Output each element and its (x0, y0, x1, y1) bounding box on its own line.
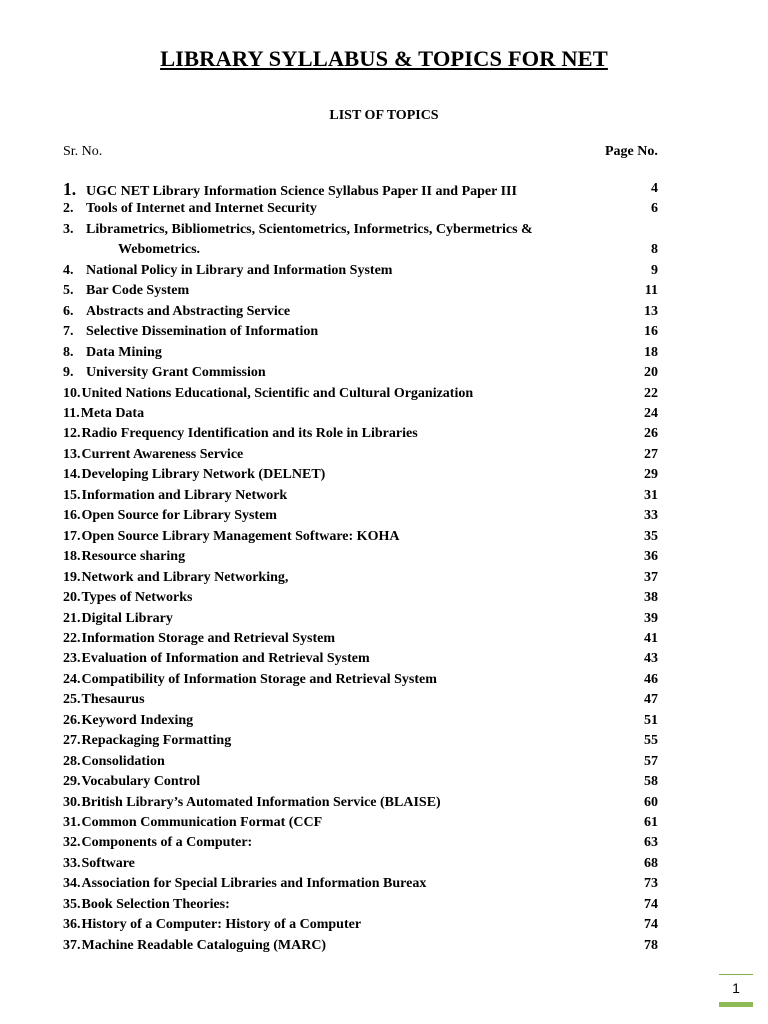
document-title: LIBRARY SYLLABUS & TOPICS FOR NET (160, 46, 608, 71)
toc-entry-number: 14. (63, 467, 81, 483)
toc-entry-page: 33 (644, 508, 658, 524)
toc-entry-title: Vocabulary Control (81, 774, 201, 789)
toc-entry (63, 936, 668, 956)
toc-entry (63, 424, 668, 444)
toc-entry-page: 24 (644, 405, 658, 421)
toc-entry (63, 711, 668, 731)
toc-entry (63, 772, 668, 792)
toc-entry-page: 57 (644, 753, 658, 769)
toc-entry-title: Open Source for Library System (81, 508, 277, 524)
toc-entry-page: 36 (644, 549, 658, 565)
toc-entry-number: 32. (63, 835, 81, 851)
toc-entry-title: Components of a Computer: (81, 835, 253, 851)
toc-entry-title: United Nations Educational, Scientific and Cultural Organization (81, 385, 474, 401)
toc-entry-page: 51 (644, 712, 658, 728)
toc-entry-title: Evaluation of Information and Retrieval System (81, 651, 370, 667)
toc-entry (63, 220, 668, 240)
toc-entry (63, 384, 668, 404)
toc-entry-page: 6 (651, 201, 658, 217)
toc-entry (63, 895, 668, 915)
toc-entry-number: 13. (63, 446, 81, 462)
toc-entry-title: Types of Networks (81, 590, 193, 605)
toc-entry-page: 26 (644, 426, 658, 442)
toc-entry-number: 30. (63, 794, 81, 810)
toc-entry (63, 343, 668, 363)
toc-entry (63, 547, 668, 567)
toc-entry-page: 11 (644, 283, 658, 299)
toc-entry (63, 363, 668, 383)
toc-entry-title: Tools of Internet and Internet Security (86, 201, 317, 217)
toc-entry-title: Current Awareness Service (81, 446, 244, 462)
toc-entry-page: 13 (644, 303, 658, 319)
toc-entry-number: 22. (63, 630, 81, 646)
toc-entry-title: Network and Library Networking, (81, 569, 289, 585)
toc-entry-number: 8. (63, 344, 74, 360)
list-subtitle: LIST OF TOPICS (329, 108, 439, 123)
toc-entry-title: Data Mining (86, 344, 162, 360)
toc-entry (63, 793, 668, 813)
toc-entry (63, 261, 668, 281)
toc-entry (63, 486, 668, 506)
toc-entry-number: 36. (63, 917, 81, 933)
toc-entry-number: 18. (63, 549, 81, 565)
toc-entry-title: University Grant Commission (86, 365, 266, 380)
toc-entry-number: 27. (63, 733, 81, 749)
toc-entry-page: 31 (644, 487, 658, 503)
toc-entry (63, 670, 668, 690)
toc-entry (63, 281, 668, 301)
toc-entry-number: 10. (63, 385, 81, 401)
footer-accent-bar (719, 1002, 753, 1007)
toc-entry (63, 813, 668, 833)
toc-entry-number: 5. (63, 283, 74, 299)
toc-entry (63, 445, 668, 465)
toc-entry-page: 4 (651, 181, 658, 196)
toc-entry-number: 11. (63, 405, 80, 421)
toc-entry-title: Compatibility of Information Storage and Retrieval System (81, 671, 437, 687)
toc-entry-number: 25. (63, 692, 81, 708)
toc-entry-number: 20. (63, 590, 81, 605)
toc-entry-page: 18 (644, 344, 658, 360)
toc-entry-page: 38 (644, 590, 658, 605)
toc-entry-title: National Policy in Library and Information System (86, 262, 393, 278)
toc-entry-page: 37 (644, 569, 658, 585)
toc-entry-page: 63 (644, 835, 658, 851)
toc-entry-title: Machine Readable Cataloguing (MARC) (81, 937, 327, 953)
toc-entry-number: 37. (63, 937, 81, 953)
toc-entry-number: 6. (63, 303, 74, 319)
toc-entry-page: 55 (644, 733, 658, 749)
toc-entry-number: 7. (63, 324, 74, 340)
toc-entry-page: 16 (644, 324, 658, 340)
toc-entry-page: 74 (644, 896, 658, 912)
toc-entry-number: 33. (63, 855, 81, 871)
toc-entry-page: 22 (644, 385, 658, 401)
toc-entry-number: 31. (63, 814, 81, 830)
toc-entry (63, 752, 668, 772)
page-footer (719, 974, 753, 1007)
toc-entry-continuation (63, 240, 668, 260)
toc-entry-title: Resource sharing (81, 549, 186, 565)
toc-entry-page: 39 (644, 610, 658, 626)
toc-entry (63, 588, 668, 608)
toc-entry-page: 58 (644, 774, 658, 789)
toc-entry-number: 35. (63, 896, 81, 912)
toc-entry (63, 731, 668, 751)
toc-entry-number: 4. (63, 262, 74, 278)
toc-entry-title: Common Communication Format (CCF (81, 814, 323, 830)
toc-entry-title: UGC NET Library Information Science Syllabus Paper II and Paper III (86, 184, 517, 199)
toc-entry (63, 690, 668, 710)
toc-entry (63, 874, 668, 894)
toc-entry (63, 302, 668, 322)
toc-entry-title: Librametrics, Bibliometrics, Scientometrics, Informetrics, Cybermetrics & (86, 221, 533, 237)
toc-entry (63, 833, 668, 853)
toc-entry-page: 35 (644, 528, 658, 544)
toc-entry-page: 41 (644, 630, 658, 646)
toc-entry-number: 17. (63, 528, 81, 544)
toc-entry (63, 179, 668, 199)
toc-entry (63, 527, 668, 547)
toc-entry-title: Thesaurus (81, 692, 145, 708)
toc-entry-page: 9 (651, 262, 658, 278)
toc-entry-title: Digital Library (81, 610, 173, 626)
toc-entry-number: 26. (63, 712, 81, 728)
toc-entry-page: 60 (644, 794, 658, 810)
toc-entry-title: Keyword Indexing (81, 712, 194, 728)
toc-entry (63, 404, 668, 424)
toc-entry-title: Open Source Library Management Software: KOHA (81, 528, 400, 544)
toc-entry-number: 9. (63, 365, 74, 380)
toc-entry (63, 854, 668, 874)
toc-entry-number: 24. (63, 671, 81, 687)
toc-entry-number: 28. (63, 753, 81, 769)
toc-entry-number: 16. (63, 508, 81, 524)
toc-entry-number: 21. (63, 610, 81, 626)
toc-entry-title: Consolidation (81, 753, 165, 769)
toc-entry-title: Association for Special Libraries and Information Bureax (81, 876, 427, 892)
toc-entry-title: Information Storage and Retrieval System (81, 630, 336, 646)
toc-entry-page: 73 (644, 876, 658, 892)
toc-entry-title: Developing Library Network (DELNET) (81, 467, 326, 483)
toc-entry-page: 68 (644, 855, 658, 871)
toc-entry (63, 629, 668, 649)
toc-entry (63, 649, 668, 669)
toc-entry-number: 1. (63, 179, 77, 199)
toc-entry-page: 8 (651, 242, 658, 258)
toc-entry-page: 43 (644, 651, 658, 667)
toc-entry (63, 465, 668, 485)
toc-entry-number: 12. (63, 426, 81, 442)
toc-entry-page: 74 (644, 917, 658, 933)
toc-entry-title: Software (81, 855, 135, 871)
toc-entry-title: Bar Code System (86, 283, 190, 299)
toc-entry-page: 27 (644, 446, 658, 462)
toc-entry (63, 322, 668, 342)
toc-entry-title: Information and Library Network (81, 487, 288, 503)
toc-entry-page: 61 (644, 814, 658, 830)
toc-entry-number: 29. (63, 774, 81, 789)
toc-entry-title: Selective Dissemination of Information (86, 324, 319, 340)
toc-entry-page: 78 (644, 937, 658, 953)
toc-entry-title: British Library’s Automated Information Service (BLAISE) (81, 794, 441, 810)
toc-entry-number: 2. (63, 201, 74, 217)
toc-entry-number: 34. (63, 876, 81, 892)
toc-entry-number: 19. (63, 569, 81, 585)
toc-entry-title: Book Selection Theories: (81, 896, 230, 912)
toc-entry (63, 199, 668, 219)
toc-entry (63, 609, 668, 629)
toc-entry-number: 23. (63, 651, 81, 667)
toc-entry-number: 15. (63, 487, 81, 503)
toc-entry-page: 46 (644, 671, 658, 687)
toc-entry-page: 47 (644, 692, 658, 708)
footer-page-number: 1 (732, 980, 740, 996)
toc-entry-title: Repackaging Formatting (81, 733, 232, 749)
toc-entry (63, 506, 668, 526)
toc-entry-title: Meta Data (80, 405, 145, 421)
page-number-header: Page No. (605, 144, 658, 159)
toc-entry-title: Radio Frequency Identification and its Role in Libraries (81, 426, 418, 442)
toc-entry-title-continuation: Webometrics. (118, 242, 201, 258)
toc-entry-title: Abstracts and Abstracting Service (86, 303, 291, 319)
serial-number-header: Sr. No. (63, 144, 103, 159)
toc-entry-number: 3. (63, 221, 74, 237)
toc-entry-title: History of a Computer: History of a Computer (81, 917, 362, 933)
toc-entry (63, 568, 668, 588)
toc-entry (63, 915, 668, 935)
toc-entry-page: 20 (644, 365, 658, 380)
toc-entry-page: 29 (644, 467, 658, 483)
